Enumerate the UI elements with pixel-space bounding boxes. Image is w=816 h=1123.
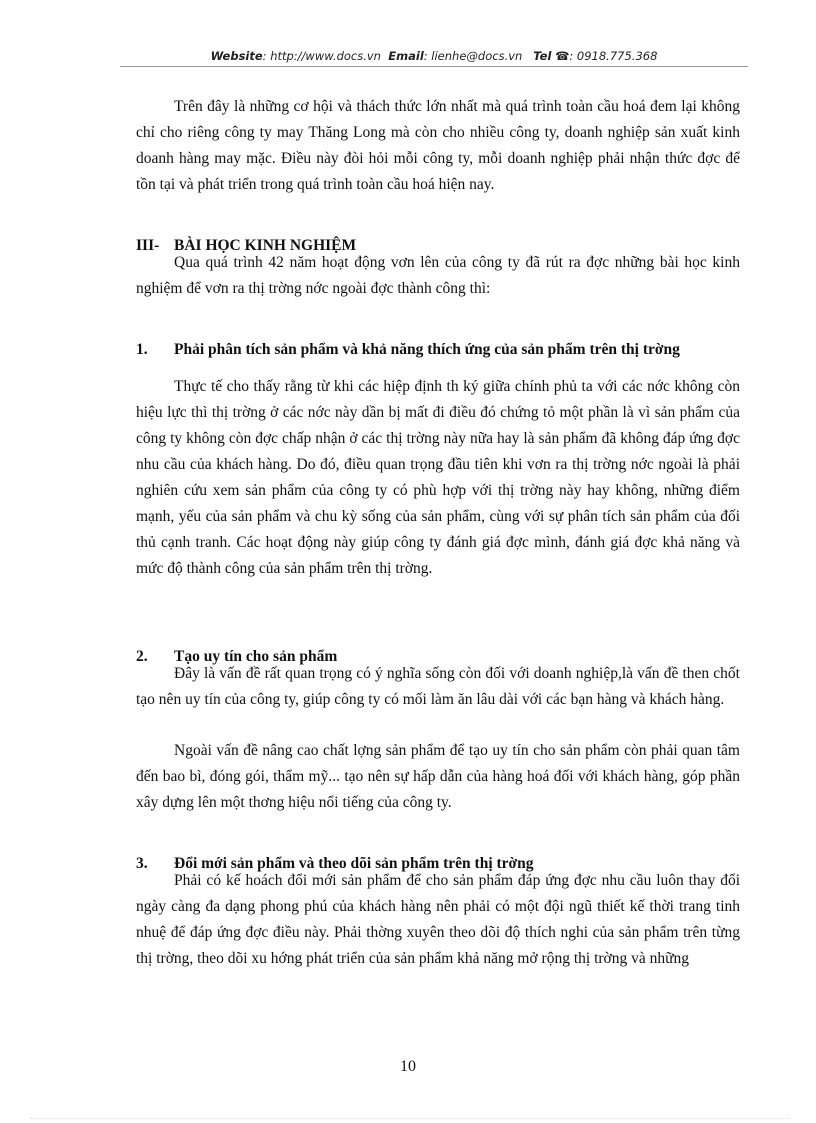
page-header [120,49,748,63]
subheading-2-title: Tạo uy tín cho sản phẩm [174,648,338,665]
email-value: : lienhe@docs.vn [423,49,523,63]
website-label: Website [210,49,263,63]
footer-divider [30,1118,790,1119]
header-divider [120,66,748,67]
section-number: III- [136,237,160,254]
section-title: BÀI HỌC KINH NGHIỆM [174,237,357,254]
subheading-2-number: 2. [136,648,148,665]
tel-label: Tel [533,49,552,63]
paragraph-1: Thực tế cho thấy rằng từ khi các hiệp định th ký giữa chính phủ ta với các nớc không còn hiệu lực thì thị trờng ở các nớc này dần bị mất đi điều đó chứng tỏ một phần là vì sản phẩm của công ty không còn đợc chấp nhận ở các thị trờng này nữa hay là sản phẩm đã không đáp ứng đợc nhu cầu của khách hàng. Do đó, điều quan trọng đầu tiên khi vơn ra thị trờng nớc ngoài là phải nghiên cứu xem sản phẩm của công ty có phù hợp với thị trờng này hay không, những điểm mạnh, yếu của sản phẩm và chu kỳ sống của sản phẩm, cùng với sự phân tích sản phẩm của đối thủ cạnh tranh. Các hoạt động này giúp công ty đánh giá đợc mình, đánh giá đợc khả năng và mức độ thành công của sản phẩm trên thị trờng. [136,378,740,577]
section-intro-paragraph: Qua quá trình 42 năm hoạt động vơn lên của công ty đã rút ra đợc những bài học kinh nghiệm để vơn ra thị trờng nớc ngoài đợc thành công thì: [136,254,740,297]
subheading-1-number: 1. [136,341,148,358]
website-value: : http://www.docs.vn [262,49,381,63]
paragraph-2b: Ngoài vấn đề nâng cao chất lợng sản phẩm để tạo uy tín cho sản phẩm còn phải quan tâm đến bao bì, đóng gói, thẩm mỹ... tạo nên sự hấp dẫn của hàng hoá đối với khách hàng, góp phần xây dựng lên một thơng hiệu nổi tiếng của công ty. [136,742,740,811]
subheading-1 [136,341,740,359]
subheading-3-title: Đổi mới sản phẩm và theo dõi sản phẩm trên thị trờng [174,855,534,872]
paragraph-3: Phải có kế hoách đổi mới sản phẩm để cho sản phẩm đáp ứng đợc nhu cầu luôn thay đổi ngày càng đa dạng phong phú của khách hàng nên phải có một đội ngũ thiết kế thời trang tinh nhuệ để đáp ứng đợc điều này. Phải thờng xuyên theo dõi độ thích nghi của sản phẩm trên từng thị trờng, theo dõi xu hớng phát triển của sản phẩm khả năng mở rộng thị trờng và những [136,872,740,967]
phone-icon: ☎ [555,49,570,63]
page-number: 10 [400,1058,416,1075]
subheading-1-title: Phải phân tích sản phẩm và khả năng thích ứng của sản phẩm trên thị trờng [174,341,680,358]
intro-paragraph: Trên đây là những cơ hội và thách thức lớn nhất mà quá trình toàn cầu hoá đem lại không chỉ cho riêng công ty may Thăng Long mà còn cho nhiều công ty, doanh nghiệp sản xuất kinh doanh hàng may mặc. Điều này đòi hỏi mỗi công ty, mỗi doanh nghiệp phải nhận thức đợc để tồn tại và phát triển trong quá trình toàn cầu hoá hiện nay. [136,98,740,193]
email-label: Email [388,49,424,63]
tel-value: : 0918.775.368 [569,49,658,63]
subheading-3-number: 3. [136,855,148,872]
paragraph-2a: Đây là vấn đề rất quan trọng có ý nghĩa sống còn đối với doanh nghiệp,là vấn đề then chốt tạo nên uy tín của công ty, giúp công ty có mối làm ăn lâu dài với các bạn hàng và khách hàng. [136,665,740,708]
